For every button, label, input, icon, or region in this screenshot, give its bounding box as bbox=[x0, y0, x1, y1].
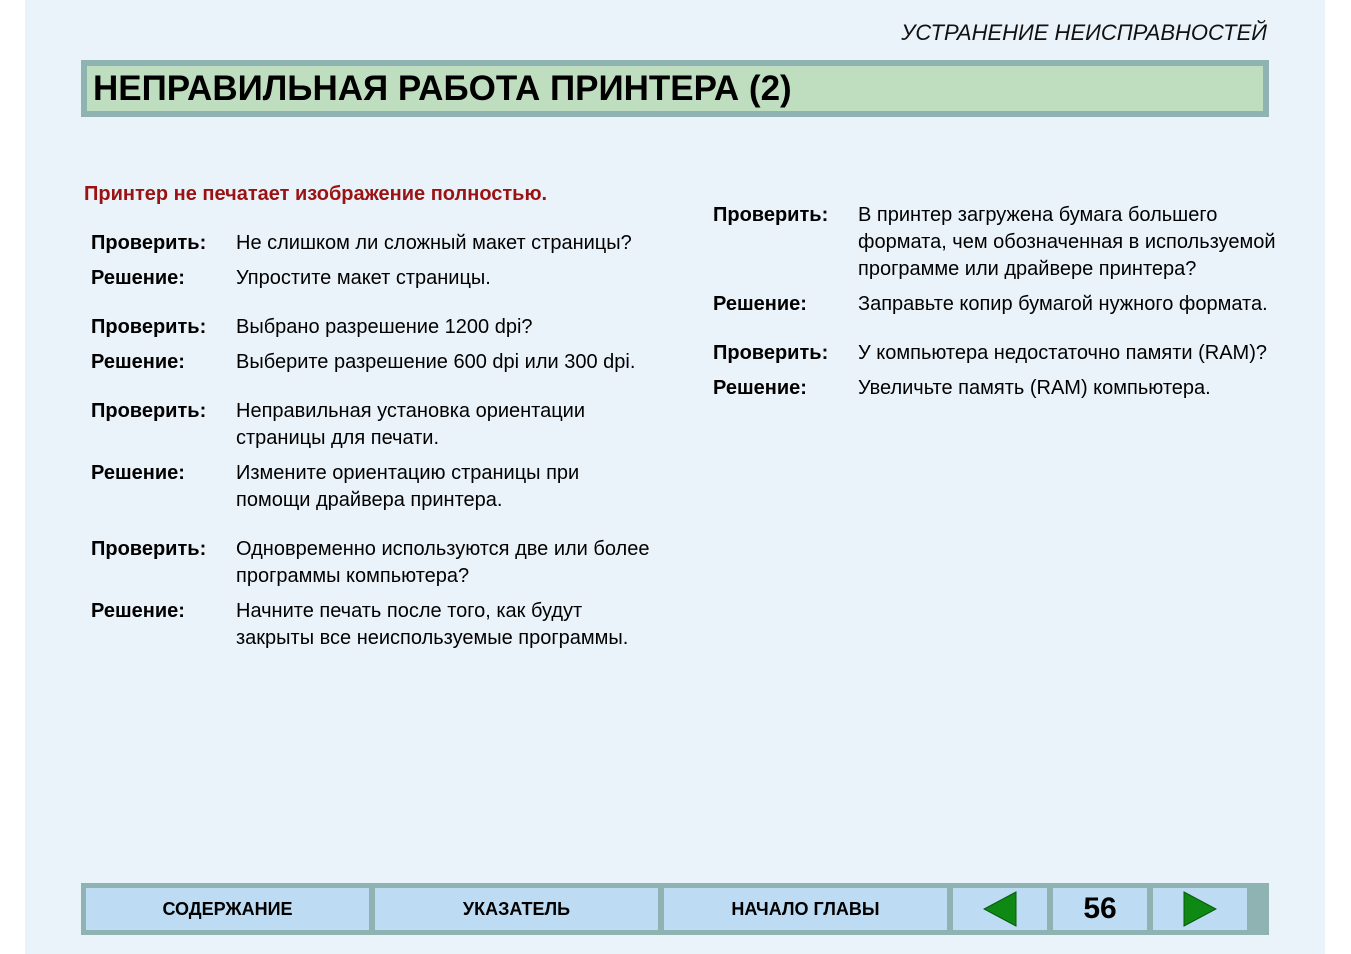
solution-label: Решение: bbox=[713, 377, 807, 399]
check-text: Не слишком ли сложный макет страницы? bbox=[236, 232, 632, 254]
check-solution-pair bbox=[91, 536, 651, 652]
check-label: Проверить: bbox=[713, 204, 829, 226]
check-solution-pair bbox=[91, 230, 651, 292]
check-text: Неправильная установка ориентации страницы для печати. bbox=[236, 400, 586, 449]
solution-text: Упростите макет страницы. bbox=[236, 267, 491, 289]
triangle-right-icon bbox=[1183, 891, 1217, 927]
page bbox=[25, 0, 1325, 954]
solution-label: Решение: bbox=[91, 351, 185, 373]
check-label: Проверить: bbox=[713, 342, 829, 364]
triangle-left-icon bbox=[983, 891, 1017, 927]
check-label: Проверить: bbox=[91, 538, 207, 560]
solution-label: Решение: bbox=[91, 462, 185, 484]
page-title: НЕПРАВИЛЬНАЯ РАБОТА ПРИНТЕРА (2) bbox=[93, 69, 792, 108]
check-text: Выбрано разрешение 1200 dpi? bbox=[236, 316, 533, 338]
solution-text: Выберите разрешение 600 dpi или 300 dpi. bbox=[236, 351, 636, 373]
chapter-start-button[interactable]: НАЧАЛО ГЛАВЫ bbox=[664, 888, 947, 930]
page-number: 56 bbox=[1053, 888, 1147, 930]
prev-page-button[interactable] bbox=[953, 888, 1047, 930]
check-solution-pair bbox=[91, 314, 651, 376]
solution-text: Увеличьте память (RAM) компьютера. bbox=[858, 377, 1211, 399]
solution-label: Решение: bbox=[713, 293, 807, 315]
solution-label: Решение: bbox=[91, 267, 185, 289]
problem-heading: Принтер не печатает изображение полностью. bbox=[84, 183, 548, 205]
navigation-bar bbox=[81, 883, 1269, 935]
title-bar bbox=[81, 60, 1269, 117]
check-solution-pair bbox=[713, 202, 1283, 318]
check-label: Проверить: bbox=[91, 316, 207, 338]
check-label: Проверить: bbox=[91, 232, 207, 254]
solution-text: Измените ориентацию страницы при помощи драйвера принтера. bbox=[236, 462, 580, 511]
check-text: У компьютера недостаточно памяти (RAM)? bbox=[858, 342, 1267, 364]
check-label: Проверить: bbox=[91, 400, 207, 422]
check-solution-pair bbox=[713, 340, 1283, 402]
section-name: УСТРАНЕНИЕ НЕИСПРАВНОСТЕЙ bbox=[901, 20, 1267, 45]
contents-button[interactable]: СОДЕРЖАНИЕ bbox=[86, 888, 369, 930]
check-text: Одновременно используются две или более программы компьютера? bbox=[236, 538, 650, 587]
solution-text: Заправьте копир бумагой нужного формата. bbox=[858, 293, 1268, 315]
solution-text: Начните печать после того, как будут закрыты все неиспользуемые программы. bbox=[236, 600, 629, 649]
next-page-button[interactable] bbox=[1153, 888, 1247, 930]
check-solution-pair bbox=[91, 398, 651, 514]
check-text: В принтер загружена бумага большего формата, чем обозначенная в используемой программе или драйвере принтера? bbox=[858, 204, 1276, 280]
right-column bbox=[713, 202, 1283, 424]
left-column bbox=[91, 230, 651, 674]
solution-label: Решение: bbox=[91, 600, 185, 622]
index-button[interactable]: УКАЗАТЕЛЬ bbox=[375, 888, 658, 930]
